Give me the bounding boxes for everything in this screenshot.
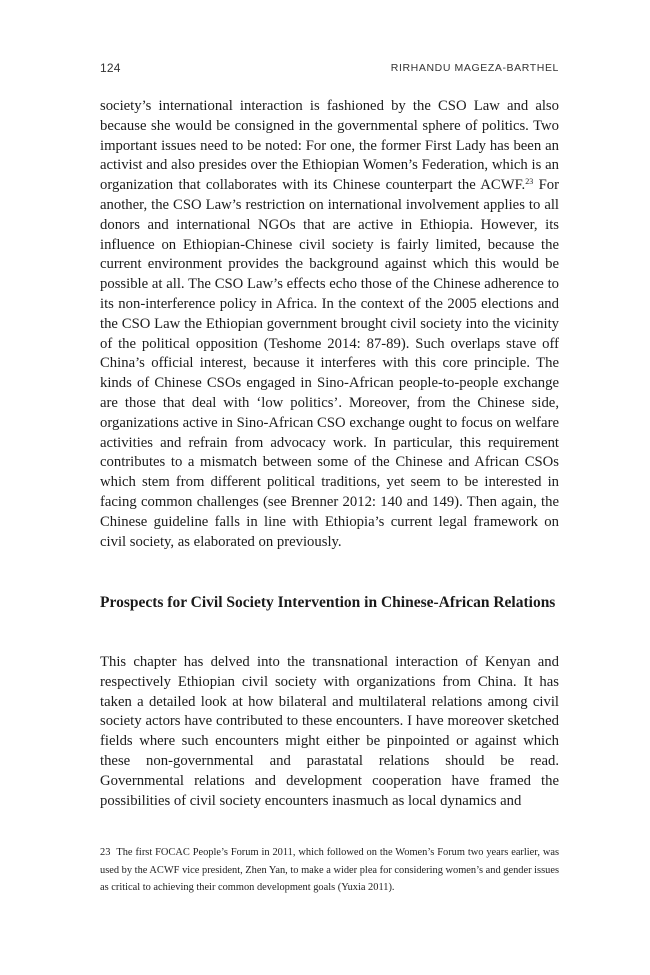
running-author: RIRHANDU MAGEZA-BARTHEL	[390, 62, 559, 74]
footnote-text: The first FOCAC People’s Forum in 2011, which followed on the Women’s Forum two years earlier, was used by the ACWF vice president, Zhen Yan, to make a wider plea for considering women’s and gender issues as critical to achieving their common development goals (Yuxia 2011).	[100, 847, 559, 894]
footnote-number: 23	[100, 847, 111, 858]
body-paragraph: This chapter has delved into the transnational interaction of Kenyan and respectively Ethiopian civil society with organizations from China. It has taken a detailed look at how bilateral and multilateral relations among civil society actors have contributed to these encounters. I have moreover sketched fields where such encounters might either be pinpointed or against which these non-governmental and parastatal relations should be read. Governmental relations and development cooperation have framed the possibilities of civil society encounters inasmuch as local dynamics and	[100, 654, 559, 809]
running-header	[100, 61, 559, 77]
body-paragraph	[100, 97, 559, 552]
footnote	[100, 844, 559, 897]
paragraph-text-part: society’s international interaction is fashioned by the CSO Law and also because she would be consigned in the governmental sphere of politics. Two important issues need to be noted: For one, the former First Lady has been an activist and also presides over the Ethiopian Women’s Federation, which is an organization that collaborates with its Chinese counterpart the ACWF.	[100, 98, 559, 194]
footnote-reference[interactable]: 23	[525, 177, 534, 187]
page-number: 124	[100, 61, 121, 75]
paragraph-text-part: For another, the CSO Law’s restriction on international involvement applies to all donors and international NGOs that are active in Ethiopia. However, its influence on Ethiopian-Chinese civil society is fairly limited, because the current environment provides the background against which this would be possible at all. The CSO Law’s effects echo those of the Chinese adherence to its non-interference policy in Africa. In the context of the 2005 elections and the CSO Law the Ethiopian government brought civil society into the vicinity of the political opposition (Teshome 2014: 87-89). Such overlaps stave off China’s official interest, because it interferes with this core principle. The kinds of Chinese CSOs engaged in Sino-African people-to-people exchange are those that deal with ‘low politics’. Moreover, from the Chinese side, organizations active in Sino-African CSO exchange ought to focus on welfare activities and refrain from advocacy work. In particular, this requirement contributes to a mismatch between some of the Chinese and African CSOs which stem from different political traditions, yet seem to be interested in facing common challenges (see Brenner 2012: 140 and 149). Then again, the Chinese guideline falls in line with Ethiopia’s current legal framework on civil society, as elaborated on previously.	[100, 177, 559, 550]
section-heading: Prospects for Civil Society Intervention in Chinese-African Relations	[100, 594, 556, 611]
